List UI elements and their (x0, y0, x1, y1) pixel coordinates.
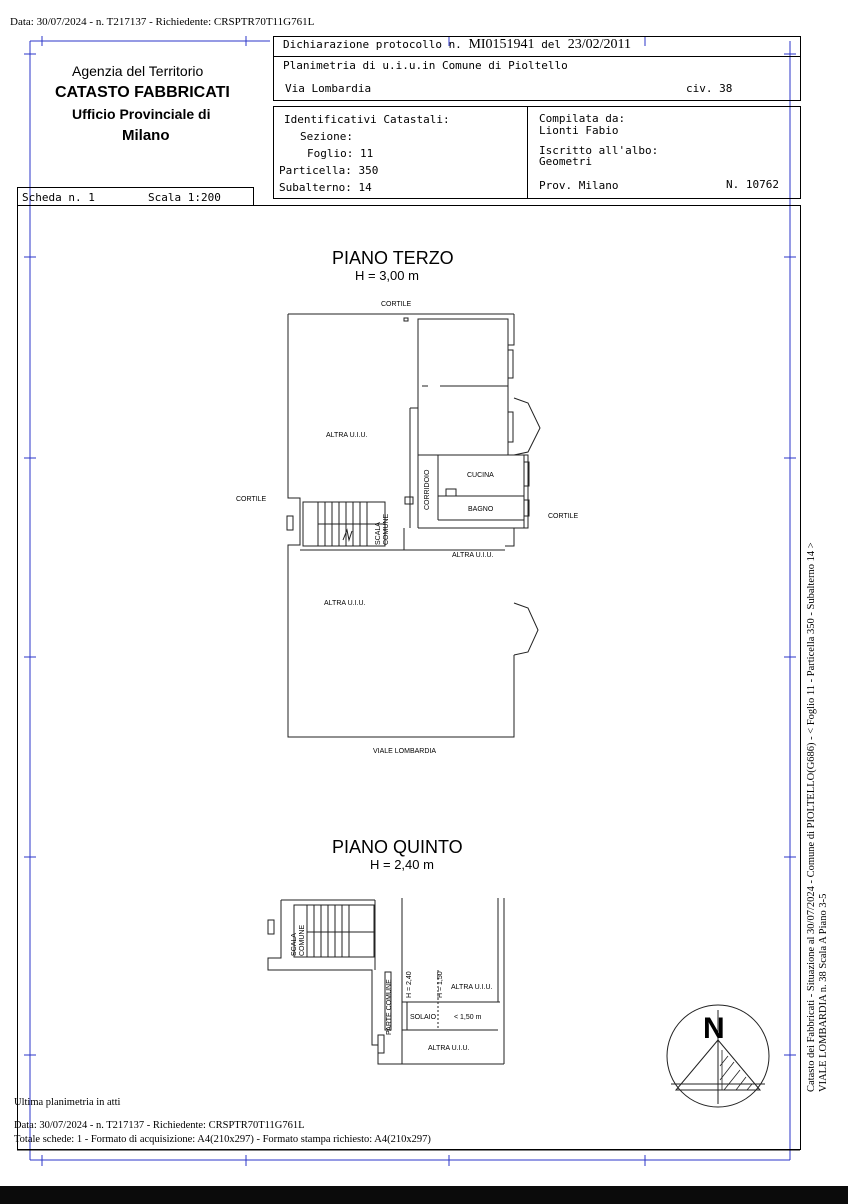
floor-plan-terzo (287, 314, 540, 737)
north-letter: N (703, 1012, 725, 1045)
ultima-planimetria: Ultima planimetria in atti (14, 1097, 121, 1108)
foglio-value: 11 (359, 147, 374, 160)
label-solaio: SOLAIO (410, 1014, 437, 1021)
particella-label: Particella: (279, 164, 352, 177)
dichiarazione-label: Dichiarazione protocollo n. (283, 38, 462, 51)
civico: civ. 38 (686, 82, 733, 95)
bottom-band (0, 1186, 848, 1204)
identificativi-title: Identificativi Catastali: (284, 113, 450, 126)
agency-office: Ufficio Provinciale di (72, 106, 211, 122)
label-scala: SCALA (375, 522, 382, 545)
subalterno-value: 14 (358, 181, 372, 194)
particella-row (279, 164, 378, 177)
plan-terzo-title: PIANO TERZO (332, 248, 454, 268)
agency-dept: CATASTO FABBRICATI (55, 84, 230, 101)
albo-number: N. 10762 (726, 178, 779, 191)
foglio-label: Foglio: (307, 147, 354, 160)
label-corridoio: CORRIDOIO (424, 469, 431, 510)
label-viale-lombardia: VIALE LOMBARDIA (373, 748, 437, 755)
foglio-row (307, 147, 373, 160)
label-lt150: < 1,50 m (454, 1014, 482, 1021)
label-parte-comune: PARTE COMUNE (386, 979, 393, 1035)
scheda-label: Scheda n. 1 (22, 191, 95, 204)
label-cortile-left: CORTILE (236, 496, 267, 503)
label-altra-uiu-1: ALTRA U.I.U. (326, 432, 368, 439)
label-altra-uiu-3: ALTRA U.I.U. (324, 600, 366, 607)
label-h150: H = 1,50 (437, 971, 444, 998)
footer-line-1: Data: 30/07/2024 - n. T217137 - Richiedente: CRSPTR70T11G761L (14, 1120, 305, 1131)
sezione-label: Sezione: (300, 130, 353, 143)
label-cortile-right: CORTILE (548, 513, 579, 520)
prov-label: Prov. Milano (539, 179, 619, 192)
label-q-comune: COMUNE (299, 924, 306, 956)
scala-label: Scala 1:200 (148, 191, 221, 204)
plan-quinto-height: H = 2,40 m (370, 857, 434, 872)
compilata-name: Lionti Fabio (539, 124, 619, 137)
albo-label: Iscritto all'albo: (539, 144, 659, 157)
plan-quinto-title: PIANO QUINTO (332, 837, 463, 857)
request-line: Data: 30/07/2024 - n. T217137 - Richiedente: CRSPTR70T11G761L (10, 16, 315, 28)
plan-terzo-height: H = 3,00 m (355, 268, 419, 283)
label-altra-uiu-2: ALTRA U.I.U. (452, 552, 494, 559)
label-bagno: BAGNO (468, 506, 494, 513)
protocollo-number: MI0151941 (468, 37, 535, 52)
label-comune: COMUNE (383, 513, 390, 545)
label-q-altra-1: ALTRA U.I.U. (451, 984, 493, 991)
label-cortile-top: CORTILE (381, 301, 412, 308)
dichiarazione-line (283, 37, 631, 53)
subalterno-label: Subalterno: (279, 181, 352, 194)
side-info-line-1: Catasto dei Fabbricati - Situazione al 30/07/2024 - Comune di PIOLTELLO(G686) - < Foglio 11 - Particella 350 - Subalterno 14 > (806, 542, 817, 1092)
address: Via Lombardia (285, 82, 372, 95)
planimetria-line: Planimetria di u.i.u.in Comune di Pioltello (283, 59, 568, 72)
albo-value: Geometri (539, 155, 592, 168)
subalterno-row (279, 181, 372, 194)
footer-line-2: Totale schede: 1 - Formato di acquisizione: A4(210x297) - Formato stampa richiesto: A4(210x297) (14, 1134, 431, 1145)
label-h240: H = 2,40 (406, 971, 413, 998)
agency-name: Agenzia del Territorio (72, 63, 204, 79)
agency-province: Milano (122, 127, 170, 144)
particella-value: 350 (358, 164, 379, 177)
label-q-altra-2: ALTRA U.I.U. (428, 1045, 470, 1052)
del-label: del (541, 38, 562, 51)
label-cucina: CUCINA (467, 472, 494, 479)
label-q-scala: SCALA (291, 933, 298, 956)
compilata-label: Compilata da: (539, 112, 626, 125)
side-info-line-2: VIALE LOMBARDIA n. 38 Scala A Piano 3-5 (818, 893, 829, 1092)
protocollo-date: 23/02/2011 (567, 37, 631, 52)
